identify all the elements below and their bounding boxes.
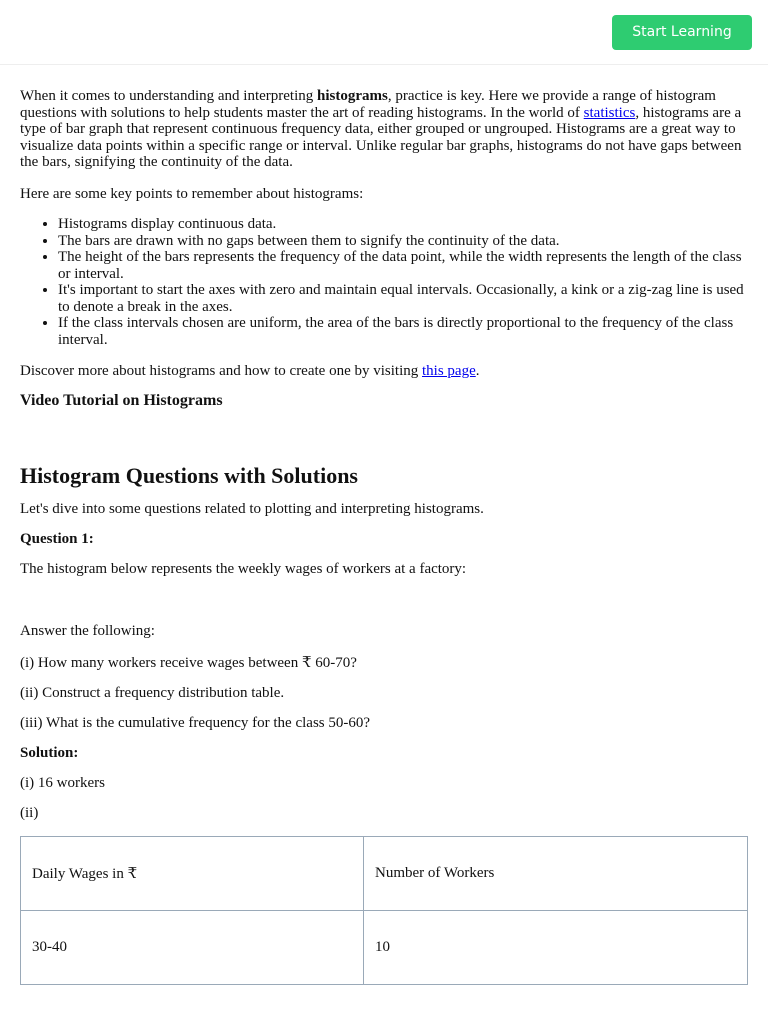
- this-page-link[interactable]: this page: [422, 363, 476, 379]
- table-header-cell: Number of Workers: [364, 836, 748, 910]
- table-row: [21, 910, 748, 984]
- table-cell: 10: [364, 910, 748, 984]
- discover-paragraph: Discover more about histograms and how to create one by visiting this page.: [20, 363, 480, 379]
- video-tutorial-heading: Video Tutorial on Histograms: [20, 391, 223, 409]
- section-title: Histogram Questions with Solutions: [20, 462, 358, 488]
- list-item: • The bars are drawn with no gaps between them to signify the continuity of the data.: [58, 233, 748, 250]
- list-item: • It's important to start the axes with zero and maintain equal intervals. Occasionally, a kink or a zig-zag line is used to denote a break in the axes.: [58, 282, 748, 315]
- answer-prompt: Answer the following:: [20, 622, 155, 639]
- table-header-cell: Daily Wages in ₹: [21, 836, 364, 910]
- key-points-list: [20, 216, 748, 348]
- question-text: The histogram below represents the weekly wages of workers at a factory:: [20, 560, 467, 577]
- question-item: (ii) Construct a frequency distribution table.: [20, 684, 285, 701]
- solution-label: Solution:: [20, 744, 79, 761]
- question-label: Question 1:: [20, 530, 94, 547]
- solution-ii: (ii): [20, 804, 39, 821]
- histograms-bold: histograms: [317, 88, 388, 104]
- list-item: • If the class intervals chosen are uniform, the area of the bars is directly proportional to the frequency of the class interval.: [58, 315, 748, 348]
- question-item: (iii) What is the cumulative frequency for the class 50-60?: [20, 714, 371, 731]
- table-header-row: [21, 836, 748, 910]
- table-cell: 30-40: [21, 910, 364, 984]
- section-lead: Let's dive into some questions related to plotting and interpreting histograms.: [20, 500, 484, 517]
- statistics-link[interactable]: statistics: [583, 104, 636, 121]
- list-item: • The height of the bars represents the frequency of the data point, while the width represents the length of the class or interval.: [58, 249, 748, 282]
- key-points-intro: Here are some key points to remember about histograms:: [20, 185, 364, 202]
- intro-paragraph: When it comes to understanding and interpreting histograms, practice is key. Here we provide a range of histogram questions with solutions to help students master the art of reading histograms. In the world of statistics, histograms are a type of bar graph that represent continuous frequency data, either grouped or ungrouped. Histograms are a great way to visualize data points within a specific range or interval. Unlike regular bar graphs, histograms do not have gaps between the bars, signifying the continuity of the data.: [20, 88, 742, 170]
- solution-i: (i) 16 workers: [20, 774, 105, 791]
- question-item: (i) How many workers receive wages between ₹ 60-70?: [20, 654, 357, 671]
- frequency-table: [20, 836, 748, 985]
- top-bar: [0, 0, 768, 65]
- list-item: • Histograms display continuous data.: [58, 216, 748, 233]
- start-learning-button[interactable]: Start Learning: [612, 15, 752, 50]
- article-content: [20, 88, 748, 985]
